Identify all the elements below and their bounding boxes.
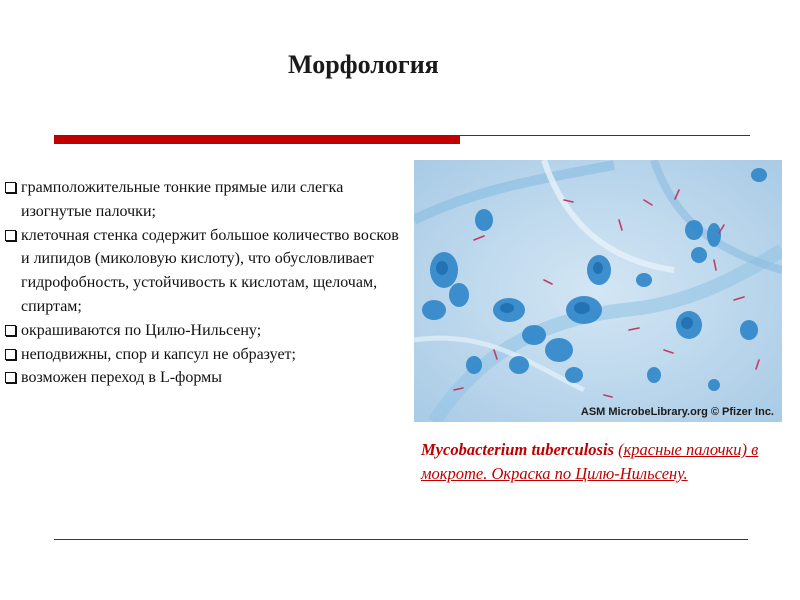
image-caption xyxy=(421,438,793,486)
bullet-item xyxy=(5,176,400,224)
bullet-text: грамположительные тонкие прямые или слегка изогнутые палочки; xyxy=(21,179,344,220)
title-underline-thick xyxy=(54,135,460,144)
bullet-list xyxy=(5,176,400,390)
title-underline-thin xyxy=(460,135,750,136)
bullet-item xyxy=(5,343,400,367)
bullet-text: клеточная стенка содержит большое количество восков и липидов (миколовую кислоту), что обусловливает гидрофобность, устойчивость к кислотам, щелочам, спиртам; xyxy=(21,226,399,315)
bullet-item xyxy=(5,366,400,390)
checkbox-bullet-icon xyxy=(5,372,16,383)
bullet-item xyxy=(5,224,400,319)
micrograph-illustration xyxy=(414,160,782,422)
checkbox-bullet-icon xyxy=(5,325,16,336)
micrograph-image xyxy=(414,160,782,422)
checkbox-bullet-icon xyxy=(5,230,16,241)
bullet-text: неподвижны, спор и капсул не образует; xyxy=(21,345,296,363)
bullet-text: возможен переход в L-формы xyxy=(21,369,223,387)
bullet-text: окрашиваются по Цилю-Нильсену; xyxy=(21,321,262,339)
slide-title: Морфология xyxy=(288,50,439,79)
checkbox-bullet-icon xyxy=(5,182,16,193)
caption-description-link[interactable]: (красные палочки) в мокроте. Окраска по Цилю-Нильсену. xyxy=(421,440,759,483)
caption-species: Mycobacterium tuberculosis xyxy=(421,440,614,459)
checkbox-bullet-icon xyxy=(5,349,16,360)
bullet-item xyxy=(5,319,400,343)
image-credit: ASM MicrobeLibrary.org © Pfizer Inc. xyxy=(580,406,774,418)
bottom-divider xyxy=(54,539,748,540)
